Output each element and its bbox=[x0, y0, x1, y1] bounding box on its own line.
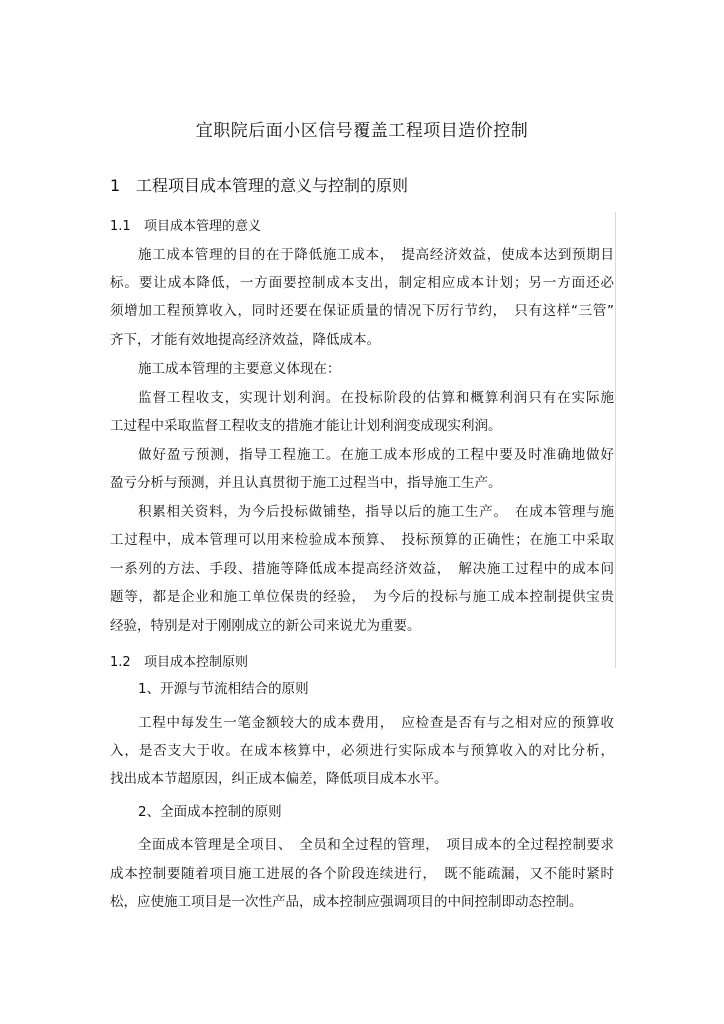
section-1-1-title: 项目成本管理的意义 bbox=[144, 219, 262, 234]
margin-rule bbox=[615, 212, 616, 668]
paragraph-line: 盈亏分析与预测，并且认真贯彻于施工过程当中，指导施工生产。 bbox=[110, 475, 502, 491]
paragraph-line: 工过程中，成本管理可以用来检验成本预算、 投标预算的正确性；在施工中采取 bbox=[110, 532, 614, 548]
paragraph-line: 监督工程收支，实现计划利润。在投标阶段的估算和概算利润只有在实际施 bbox=[138, 390, 614, 406]
paragraph-line: 工程中每发生一笔金额较大的成本费用， 应检查是否有与之相对应的预算收 bbox=[138, 715, 614, 731]
paragraph-line: 松，应使施工项目是一次性产品，成本控制应强调项目的中间控制即动态控制。 bbox=[110, 894, 583, 910]
section-1-heading bbox=[110, 173, 408, 196]
paragraph-line: 一系列的方法、手段、措施等降低成本提高经济效益， 解决施工过程中的成本问 bbox=[110, 561, 614, 577]
paragraph-line: 须增加工程预算收入，同时还要在保证质量的情况下厉行节约， 只有这样“三管” bbox=[110, 303, 614, 319]
paragraph-line: 施工成本管理的目的在于降低施工成本， 提高经济效益，使成本达到预期目 bbox=[138, 247, 614, 263]
paragraph-line: 经验，特别是对于刚刚成立的新公司来说尤为重要。 bbox=[110, 618, 421, 634]
paragraph-line: 入，是否支大于收。在成本核算中，必须进行实际成本与预算收入的对比分析， bbox=[110, 743, 614, 759]
paragraph-line: 积累相关资料，为今后投标做铺垫，指导以后的施工生产。 在成本管理与施 bbox=[138, 504, 614, 520]
paragraph-line: 找出成本节超原因，纠正成本偏差，降低项目成本水平。 bbox=[110, 771, 448, 787]
document-title: 宜职院后面小区信号覆盖工程项目造价控制 bbox=[195, 121, 529, 141]
section-1-2-number: 1.2 bbox=[110, 655, 131, 670]
paragraph-line: 施工成本管理的主要意义体现在： bbox=[138, 361, 341, 377]
section-1-1-heading bbox=[110, 215, 261, 234]
paragraph-line: 工过程中采取监督工程收支的措施才能让计划利润变成现实利润。 bbox=[110, 418, 502, 434]
paragraph-line: 成本控制要随着项目施工进展的各个阶段连续进行， 既不能疏漏，又不能时紧时 bbox=[110, 866, 614, 882]
paragraph-line: 做好盈亏预测，指导工程施工。在施工成本形成的工程中要及时准确地做好 bbox=[138, 447, 614, 463]
section-1-title: 工程项目成本管理的意义与控制的原则 bbox=[136, 176, 409, 195]
subheading-2: 2、全面成本控制的原则 bbox=[138, 804, 282, 820]
subheading-1: 1、开源与节流相结合的原则 bbox=[138, 681, 309, 697]
section-1-2-heading bbox=[110, 651, 248, 670]
paragraph-line: 齐下，才能有效地提高经济效益，降低成本。 bbox=[110, 332, 380, 348]
paragraph-line: 题等，都是企业和施工单位保贵的经验， 为今后的投标与施工成本控制提供宝贵 bbox=[110, 589, 614, 605]
paragraph-line: 全面成本管理是全项目、 全员和全过程的管理， 项目成本的全过程控制要求 bbox=[138, 837, 614, 853]
section-1-2-title: 项目成本控制原则 bbox=[144, 655, 249, 670]
paragraph-line: 标。要让成本降低，一方面要控制成本支出，制定相应成本计划；另一方面还必 bbox=[110, 275, 614, 291]
section-1-1-number: 1.1 bbox=[110, 219, 131, 234]
section-1-number: 1 bbox=[110, 176, 121, 195]
